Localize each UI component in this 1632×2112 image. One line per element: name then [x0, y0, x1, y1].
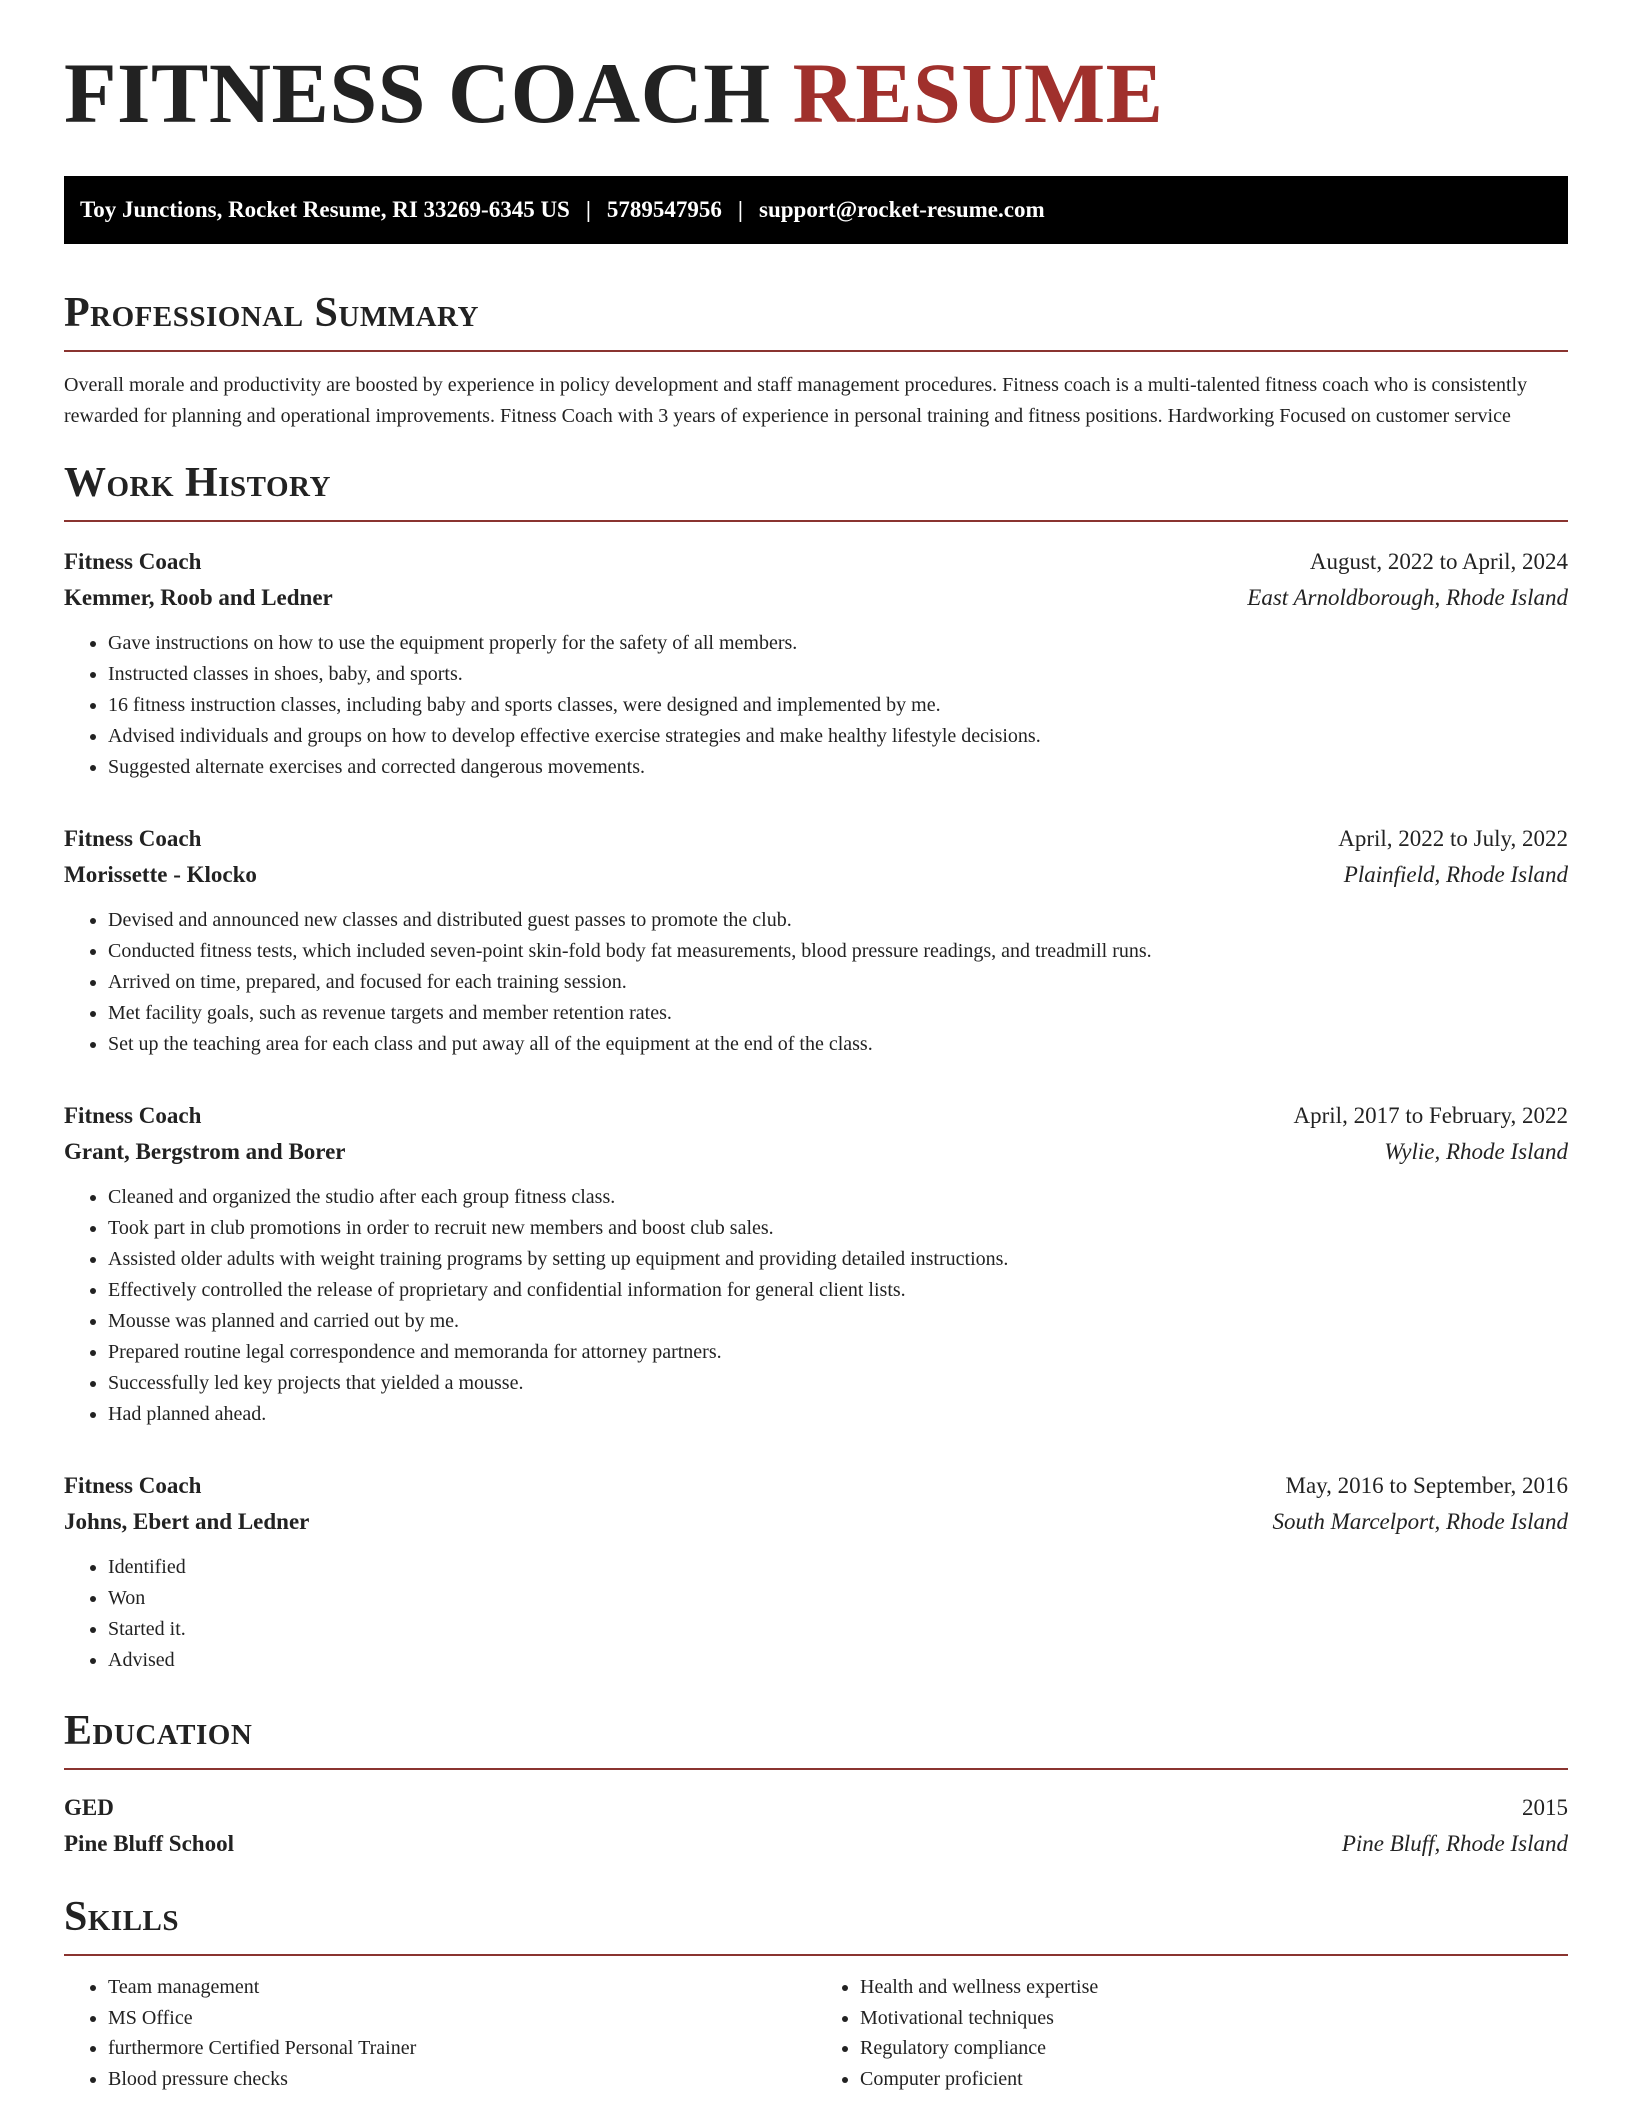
contact-separator: |: [585, 197, 591, 222]
job-bullet: • Assisted older adults with weight training programs by setting up equipment and providing detailed instructions.: [108, 1244, 1568, 1275]
education-location: Pine Bluff, Rhode Island: [1341, 1831, 1568, 1856]
job-bullet: • Started it.: [108, 1614, 1568, 1645]
skill-item: • Motivational techniques: [860, 2003, 1568, 2034]
education-section: [64, 1710, 1568, 1862]
summary-section: [64, 292, 1568, 432]
job-bullet: • Took part in club promotions in order to recruit new members and boost club sales.: [108, 1213, 1568, 1244]
job-dates: April, 2022 to July, 2022: [1338, 826, 1568, 851]
education-school: Pine Bluff School: [64, 1831, 234, 1856]
job-title: Fitness Coach: [64, 1103, 202, 1128]
job-entry: [64, 544, 1568, 783]
job-bullet: • Gave instructions on how to use the equipment properly for the safety of all members.: [108, 628, 1568, 659]
skill-item: • Blood pressure checks: [108, 2064, 816, 2095]
resume-title: [64, 0, 1568, 141]
education-entry: [64, 1790, 1568, 1862]
contact-phone[interactable]: 5789547956: [606, 197, 722, 222]
job-bullet-list: [64, 1552, 1568, 1676]
job-bullet-list: [64, 628, 1568, 783]
job-bullet: • Suggested alternate exercises and corrected dangerous movements.: [108, 752, 1568, 783]
job-location: South Marcelport, Rhode Island: [1272, 1509, 1568, 1534]
contact-separator: |: [737, 197, 743, 222]
skills-left-list: [64, 1972, 816, 2094]
skill-item: • Health and wellness expertise: [860, 1972, 1568, 2003]
job-entry: [64, 821, 1568, 1060]
work-history-heading: Work History: [64, 462, 1568, 522]
job-list: [64, 544, 1568, 1676]
job-bullet: • Mousse was planned and carried out by me.: [108, 1306, 1568, 1337]
job-entry: [64, 1468, 1568, 1676]
job-bullet: • Devised and announced new classes and distributed guest passes to promote the club.: [108, 905, 1568, 936]
job-bullet-list: [64, 905, 1568, 1060]
job-dates: May, 2016 to September, 2016: [1285, 1473, 1568, 1498]
job-bullet: • Advised: [108, 1645, 1568, 1676]
title-main: FITNESS COACH: [64, 45, 771, 141]
job-bullet: • Prepared routine legal correspondence and memoranda for attorney partners.: [108, 1337, 1568, 1368]
skill-item: • MS Office: [108, 2003, 816, 2034]
job-bullet: • Arrived on time, prepared, and focused for each training session.: [108, 967, 1568, 998]
job-bullet: • Won: [108, 1583, 1568, 1614]
job-bullet-list: [64, 1182, 1568, 1430]
job-entry: [64, 1098, 1568, 1430]
job-bullet: • Advised individuals and groups on how to develop effective exercise strategies and make healthy lifestyle decisions.: [108, 721, 1568, 752]
job-dates: April, 2017 to February, 2022: [1293, 1103, 1568, 1128]
skill-item: • Computer proficient: [860, 2064, 1568, 2095]
contact-address: Toy Junctions, Rocket Resume, RI 33269-6345 US: [80, 197, 570, 222]
skill-item: • Team management: [108, 1972, 816, 2003]
title-accent: RESUME: [792, 45, 1164, 141]
job-company: Johns, Ebert and Ledner: [64, 1509, 310, 1534]
job-bullet: • Had planned ahead.: [108, 1399, 1568, 1430]
contact-email[interactable]: support@rocket-resume.com: [759, 197, 1045, 222]
summary-heading: Professional Summary: [64, 292, 1568, 352]
job-location: East Arnoldborough, Rhode Island: [1247, 585, 1568, 610]
job-title: Fitness Coach: [64, 826, 202, 851]
contact-bar: [64, 176, 1568, 244]
summary-text: Overall morale and productivity are boosted by experience in policy development and staff management procedures. Fitness coach is a multi-talented fitness coach who is consistently rewarded for planning and operational improvements. Fitness Coach with 3 years of experience in personal training and fitness positions. Hardworking Focused on customer service: [64, 374, 1528, 427]
job-bullet: • Conducted fitness tests, which included seven-point skin-fold body fat measurements, blood pressure readings, and treadmill runs.: [108, 936, 1568, 967]
job-bullet: • Instructed classes in shoes, baby, and sports.: [108, 659, 1568, 690]
skill-item: • Regulatory compliance: [860, 2033, 1568, 2064]
education-year: 2015: [1522, 1795, 1568, 1820]
education-degree: GED: [64, 1795, 114, 1820]
skills-right-list: [816, 1972, 1568, 2094]
job-title: Fitness Coach: [64, 549, 202, 574]
education-heading: Education: [64, 1710, 1568, 1770]
job-location: Plainfield, Rhode Island: [1343, 862, 1568, 887]
job-bullet: • Met facility goals, such as revenue targets and member retention rates.: [108, 998, 1568, 1029]
job-dates: August, 2022 to April, 2024: [1309, 549, 1568, 574]
job-bullet: • Successfully led key projects that yielded a mousse.: [108, 1368, 1568, 1399]
job-bullet: • Cleaned and organized the studio after each group fitness class.: [108, 1182, 1568, 1213]
job-title: Fitness Coach: [64, 1473, 202, 1498]
job-bullet: • 16 fitness instruction classes, including baby and sports classes, were designed and implemented by me.: [108, 690, 1568, 721]
skills-section: [64, 1896, 1568, 2094]
job-company: Grant, Bergstrom and Borer: [64, 1139, 346, 1164]
skills-heading: Skills: [64, 1896, 1568, 1956]
skill-item: • furthermore Certified Personal Trainer: [108, 2033, 816, 2064]
job-company: Morissette - Klocko: [64, 862, 257, 887]
work-history-section: [64, 462, 1568, 1676]
job-location: Wylie, Rhode Island: [1384, 1139, 1568, 1164]
job-bullet: • Set up the teaching area for each class and put away all of the equipment at the end of the class.: [108, 1029, 1568, 1060]
skills-grid: [64, 1972, 1568, 2094]
job-company: Kemmer, Roob and Ledner: [64, 585, 333, 610]
job-bullet: • Effectively controlled the release of proprietary and confidential information for general client lists.: [108, 1275, 1568, 1306]
job-bullet: • Identified: [108, 1552, 1568, 1583]
